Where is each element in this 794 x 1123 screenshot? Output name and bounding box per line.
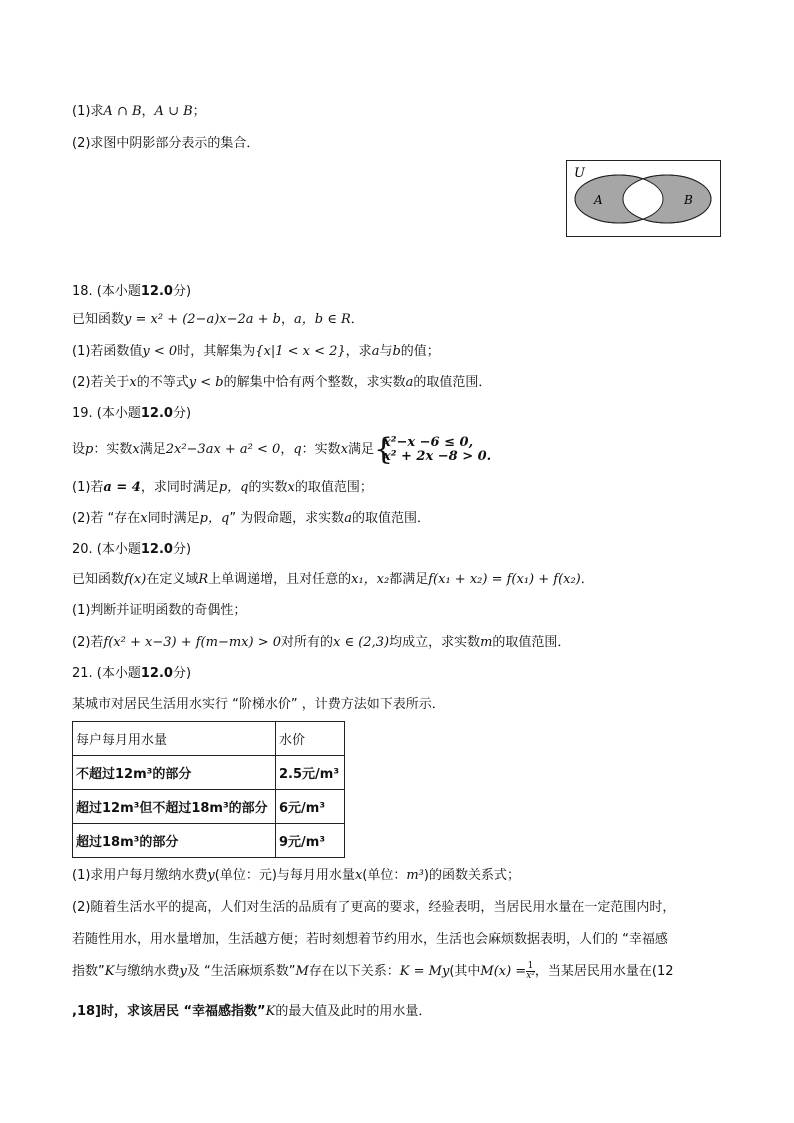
q21-stem: 某城市对居民生活用水实行 “阶梯水价” ，计费方法如下表所示． (72, 697, 445, 712)
q21-heading: 21. (本小题12.0分) (72, 666, 192, 681)
q20-stem: 已知函数f(x)在定义域R上单调递增，且对任意的x₁，x₂都满足f(x₁ + x₂) = f(x₁) + f(x₂)． (72, 572, 594, 587)
table-row (73, 824, 345, 858)
q18-heading: 18. (本小题12.0分) (72, 284, 192, 299)
q20-part2: (2)若f(x² + x−3) + f(m−mx) > 0对所有的x ∈ (2,3)均成立，求实数m的取值范围． (72, 635, 571, 650)
table-header-cell: 水价 (276, 722, 345, 756)
q17-part1: (1)求A ∩ B，A ∪ B； (72, 104, 206, 119)
q19-stem: 设p：实数x满足2x²−3ax + a² < 0，q：实数x满足 { x²−x −6 ≤ 0, x² + 2x −8 > 0. (72, 431, 492, 467)
q20-part1: (1)判断并证明函数的奇偶性； (72, 603, 247, 618)
table-row (73, 756, 345, 790)
table-cell: 9元/m³ (276, 824, 345, 858)
q19-system: { x²−x −6 ≤ 0, x² + 2x −8 > 0. (374, 431, 492, 467)
q21-part1: (1)求用户每月缴纳水费y(单位：元)与每月用水量x(单位：m³)的函数关系式； (72, 868, 520, 883)
q19-part2: (2)若 “存在x同时满足p，q” 为假命题，求实数a的取值范围． (72, 511, 430, 526)
table-cell: 6元/m³ (276, 790, 345, 824)
table-cell: 2.5元/m³ (276, 756, 345, 790)
q18-part1: (1)若函数值y < 0时，其解集为{x|1 < x < 2}，求a与b的值； (72, 344, 440, 359)
table-header-row (73, 722, 345, 756)
venn-diagram (566, 160, 722, 238)
q18-stem: 已知函数y = x² + (2−a)x−2a + b，a，b ∈ R． (72, 312, 364, 327)
set-b-label: B (684, 193, 693, 207)
universe-label: U (574, 166, 585, 181)
q19-part1: (1)若a = 4，求同时满足p，q的实数x的取值范围； (72, 480, 373, 495)
set-a-label: A (594, 193, 603, 207)
q21-part2-line1: (2)随着生活水平的提高，人们对生活的品质有了更高的要求，经验表明，当居民用水量在一定范围内时， (72, 900, 676, 915)
table-cell: 超过18m³的部分 (73, 824, 276, 858)
fraction-1-over-x2: $\frac{1}{\text{x²}}$ (526, 961, 535, 981)
water-price-table (72, 721, 345, 858)
table-row (73, 790, 345, 824)
table-cell: 不超过12m³的部分 (73, 756, 276, 790)
q21-part2-line2: 若随性用水，用水量增加，生活越方便；若时刻想着节约用水，生活也会麻烦数据表明，人们的 “幸福感 (72, 932, 668, 947)
q19-heading: 19. (本小题12.0分) (72, 406, 192, 421)
q18-part2: (2)若关于x的不等式y < b的解集中恰有两个整数，求实数a的取值范围． (72, 375, 492, 390)
q20-heading: 20. (本小题12.0分) (72, 542, 192, 557)
table-header-cell: 每户每月用水量 (73, 722, 276, 756)
q21-part2-line4: ,18]时，求该居民 “幸福感指数”K的最大值及此时的用水量． (72, 1004, 432, 1019)
table-cell: 超过12m³但不超过18m³的部分 (73, 790, 276, 824)
q21-part2-line3: 指数”K与缴纳水费y及 “生活麻烦系数”M存在以下关系：K = My(其中M(x) = $\frac{1}{\text{x²}}$ ，当某居民用水量在(12 (72, 961, 674, 981)
q17-part2: (2)求图中阴影部分表示的集合． (72, 136, 260, 151)
